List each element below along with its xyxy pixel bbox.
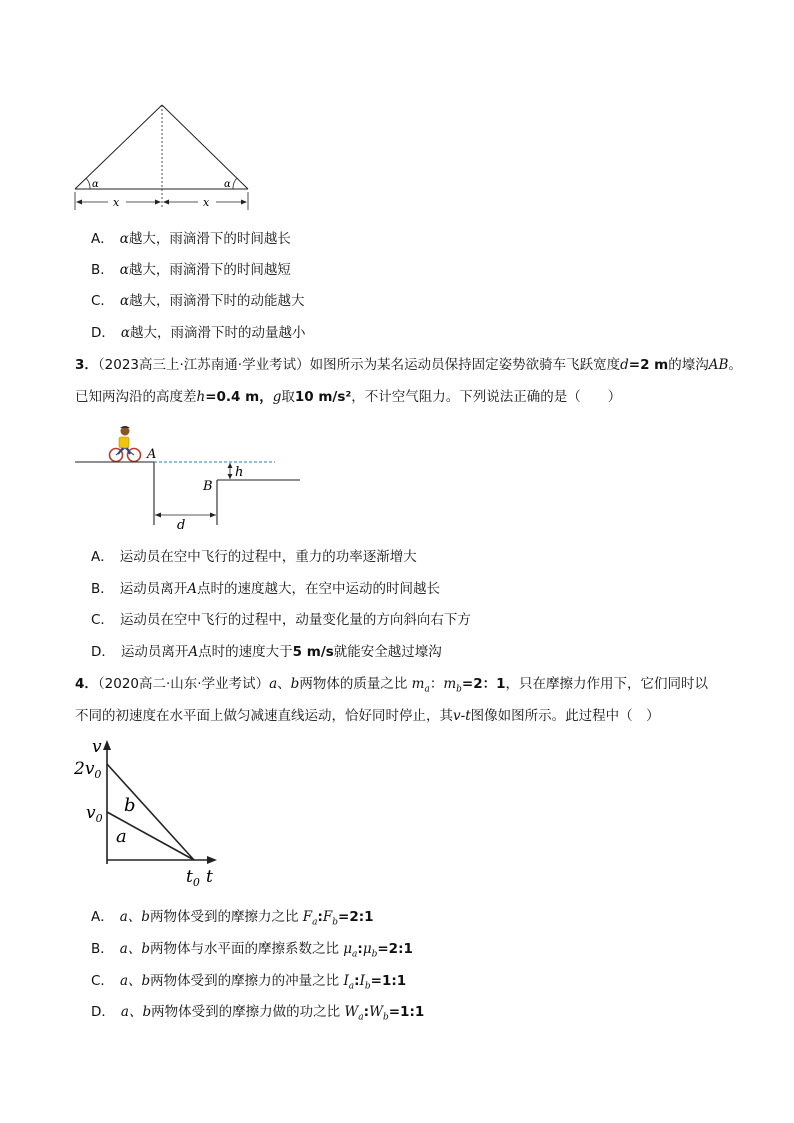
t-axis-label: t [206,867,213,887]
alpha-symbol: α [119,231,129,247]
q4-stem-line2: 不同的初速度在水平面上做匀减速直线运动，恰好同时停止，其v-t图像如图所示。此过程中（ ） [75,708,660,724]
q3-stem-line2: 已知两沟沿的高度差h=0.4 m，g取10 m/s²，不计空气阻力。下列说法正确的是（ ） [75,389,622,405]
v2-label: $2v_0$ [74,759,102,781]
alpha-symbol: α [120,325,131,341]
angle-label-left: α [92,179,99,190]
t0-label: $t_0$ [186,867,200,889]
alpha-symbol: α [119,293,130,309]
h-label: h [235,465,244,480]
x-label-right: x [203,196,210,209]
q3-source: （2023高三上·江苏南通·学业考试） [97,357,310,373]
line-a-label: a [116,826,127,847]
q3-stem-line1: 3．（2023高三上·江苏南通·学业考试）如图所示为某名运动员保持固定姿势欲骑车飞跃宽度d=2 m的壕沟AB。 [75,357,742,373]
q2-option-c[interactable]: C． α越大，雨滴滑下时的动能越大 [91,293,305,309]
q4-stem-line1: 4．（2020高二·山东·学业考试）a、b两物体的质量之比 $m_a$：$m_b=2$：1，只在摩擦力作用下，它们同时以 [75,676,708,695]
point-a-label: A [147,447,157,462]
q3-option-c[interactable]: C． 运动员在空中飞行的过程中，动量变化量的方向斜向右下方 [91,612,471,628]
cyclist-icon [110,426,141,462]
alpha-symbol: α [119,262,129,278]
ditch-figure [70,418,310,533]
v1-label: $v_0$ [86,803,103,825]
q3-option-b[interactable]: B． 运动员离开A点时的速度越大，在空中运动的时间越长 [91,581,441,597]
q4-option-a[interactable]: A． a、b两物体受到的摩擦力之比 $F_a:F_b=2:1$ [91,909,374,928]
angle-label-right: α [224,179,231,190]
v-axis-label: v [92,737,102,757]
q2-option-b[interactable]: B． α越大，雨滴滑下的时间越短 [91,262,291,278]
d-label: d [177,518,186,533]
roof-triangle-figure [70,100,255,215]
q2-option-a[interactable]: A． α越大，雨滴滑下的时间越长 [91,231,291,247]
line-b-label: b [124,795,136,816]
vt-graph [70,736,230,891]
q4-option-d[interactable]: D． a、b两物体受到的摩擦力做的功之比 $W_a:W_b=1:1$ [91,1004,425,1023]
point-b-label: B [203,479,213,494]
q4-source: （2020高二·山东·学业考试） [97,676,270,692]
q4-option-b[interactable]: B． a、b两物体与水平面的摩擦系数之比 $\mu_a:\mu_b=2:1$ [91,941,413,960]
x-label-left: x [113,196,120,209]
q3-option-d[interactable]: D． 运动员离开A点时的速度大于5 m/s就能安全越过壕沟 [91,644,442,660]
q2-option-d[interactable]: D． α越大，雨滴滑下时的动量越小 [91,325,306,341]
q4-option-c[interactable]: C． a、b两物体受到的摩擦力的冲量之比 $I_a:I_b=1:1$ [91,973,407,992]
q3-option-a[interactable]: A． 运动员在空中飞行的过程中，重力的功率逐渐增大 [91,549,417,565]
